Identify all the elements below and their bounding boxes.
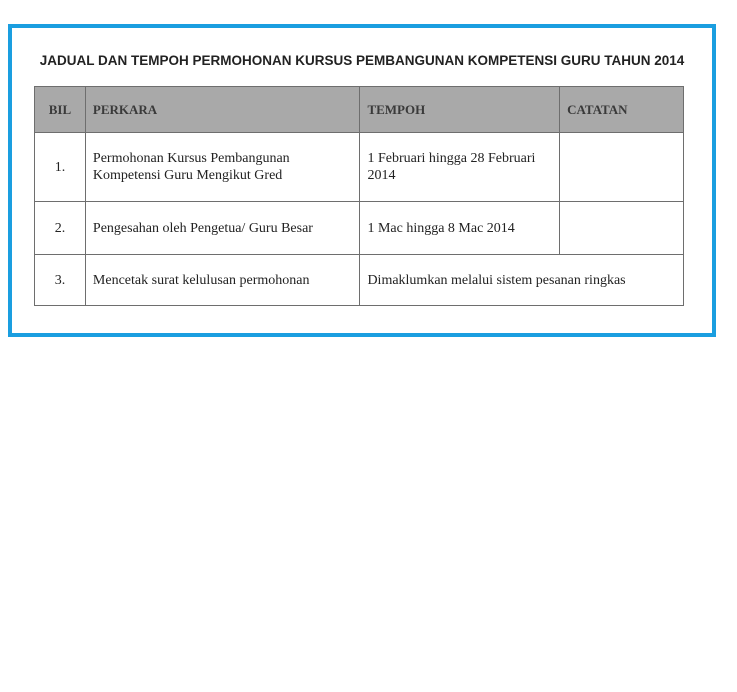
cell-perkara-line: Kompetensi Guru Mengikut Gred — [92, 168, 283, 183]
header-catatan: CATATAN — [560, 87, 684, 133]
cell-tempoh: 1 Mac hingga 8 Mac 2014 — [360, 202, 560, 255]
cell-tempoh-merged: Dimaklumkan melalui sistem pesanan ringkas — [360, 255, 684, 306]
document-title: JADUAL DAN TEMPOH PERMOHONAN KURSUS PEMBANGUNAN KOMPETENSI GURU TAHUN 2014 — [39, 53, 685, 68]
cell-perkara — [85, 133, 360, 202]
document-frame — [8, 24, 716, 337]
schedule-table — [34, 86, 684, 306]
header-bil: BIL — [35, 87, 86, 133]
cell-bil: 2. — [35, 202, 86, 255]
table-row — [35, 133, 684, 202]
cell-tempoh-line: 2014 — [367, 168, 396, 183]
table-body — [35, 133, 684, 306]
table-row — [35, 255, 684, 306]
cell-bil: 1. — [35, 133, 86, 202]
cell-perkara: Pengesahan oleh Pengetua/ Guru Besar — [85, 202, 360, 255]
header-perkara: PERKARA — [85, 87, 360, 133]
cell-tempoh — [360, 133, 560, 202]
cell-perkara: Mencetak surat kelulusan permohonan — [85, 255, 360, 306]
cell-perkara-line: Permohonan Kursus Pembangunan — [92, 151, 290, 166]
cell-tempoh-line: 1 Februari hingga 28 Februari — [367, 151, 536, 166]
cell-bil: 3. — [35, 255, 86, 306]
table-row — [35, 202, 684, 255]
header-tempoh: TEMPOH — [360, 87, 560, 133]
cell-catatan — [560, 202, 684, 255]
cell-catatan — [560, 133, 684, 202]
table-header — [35, 87, 684, 133]
header-row — [35, 87, 684, 133]
